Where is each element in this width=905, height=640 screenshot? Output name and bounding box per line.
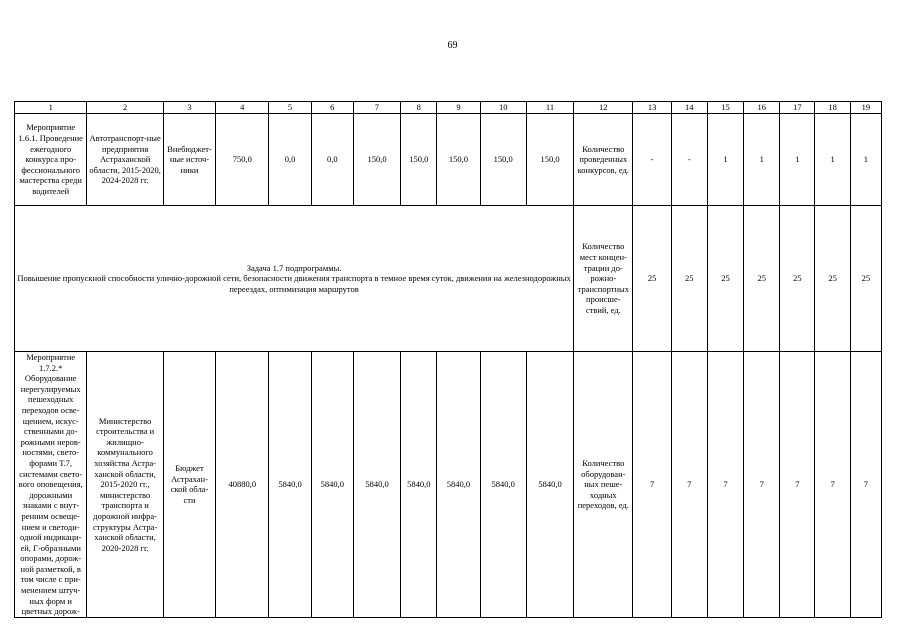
column-number: 7 [353, 102, 400, 114]
indicator-cell: Количество мест концен-трации до-рожно-транспортных происше-ствий, ед. [574, 206, 633, 352]
value-cell: 25 [671, 206, 707, 352]
column-number: 15 [707, 102, 743, 114]
column-number: 13 [633, 102, 671, 114]
task-cell [15, 206, 574, 352]
value-cell: 1 [780, 114, 815, 206]
value-cell: - [671, 114, 707, 206]
page-number: 69 [447, 40, 458, 51]
value-cell: 1 [815, 114, 850, 206]
column-number: 14 [671, 102, 707, 114]
value-cell: 7 [671, 352, 707, 618]
amount-cell: 5840,0 [480, 352, 526, 618]
value-cell: 7 [815, 352, 850, 618]
amount-cell: 0,0 [269, 114, 311, 206]
amount-cell: 40880,0 [216, 352, 269, 618]
value-cell: 7 [744, 352, 780, 618]
amount-cell: 5840,0 [437, 352, 480, 618]
indicator-cell: Количество оборудован-ных пеше-ходных переходов, ед. [574, 352, 633, 618]
amount-cell: 150,0 [480, 114, 526, 206]
value-cell: 25 [744, 206, 780, 352]
column-number: 6 [311, 102, 353, 114]
column-number: 9 [437, 102, 480, 114]
amount-cell: 5840,0 [269, 352, 311, 618]
executor-cell: Автотранспорт-ные предприятия Астраханской области, 2015-2020, 2024-2028 гг. [87, 114, 163, 206]
value-cell: 1 [850, 114, 881, 206]
column-number: 3 [163, 102, 215, 114]
program-table [14, 101, 882, 618]
column-number: 1 [15, 102, 87, 114]
measure-cell: Мероприятие 1.7.2.* Оборудование нерегулируемых пешеходных переходов осве-щением, искус-ственными до-рожными неров-ностями, свето-форами Т.7, системами свето-вого оповещения, дорожными знаками с внут-ренним освеще-нием и светоди-одной индикаци-ей, Г-образными опорами, дорож-ной разметкой, в том числе с при-менением штуч-ных форм и цветных дорож- [15, 352, 87, 618]
value-cell: 7 [780, 352, 815, 618]
value-cell: 25 [815, 206, 850, 352]
task-text: Повышение пропускной способности улично-дорожной сети, безопасности движения транспорта в темное время суток, движения на железнодорожных переездах, оптимизация маршрутов [17, 273, 571, 294]
value-cell: 7 [633, 352, 671, 618]
table-row-task-1-7 [15, 206, 882, 352]
value-cell: 7 [707, 352, 743, 618]
amount-cell: 5840,0 [311, 352, 353, 618]
funding-source-cell: Внебюджет-ные источ-ники [163, 114, 215, 206]
value-cell: 7 [850, 352, 881, 618]
task-title: Задача 1.7 подпрограммы. [246, 262, 342, 273]
table-row-measure-1-6-1 [15, 114, 882, 206]
value-cell: 25 [633, 206, 671, 352]
value-cell: 1 [707, 114, 743, 206]
column-number: 10 [480, 102, 526, 114]
column-number: 18 [815, 102, 850, 114]
indicator-cell: Количество проведенных конкурсов, ед. [574, 114, 633, 206]
amount-cell: 0,0 [311, 114, 353, 206]
funding-source-cell: Бюджет Астрахан-ской обла-сти [163, 352, 215, 618]
column-number: 11 [526, 102, 573, 114]
amount-cell: 5840,0 [353, 352, 400, 618]
amount-cell: 5840,0 [401, 352, 437, 618]
column-number: 8 [401, 102, 437, 114]
amount-cell: 750,0 [216, 114, 269, 206]
column-number: 4 [216, 102, 269, 114]
value-cell: 25 [780, 206, 815, 352]
column-number: 2 [87, 102, 163, 114]
amount-cell: 150,0 [353, 114, 400, 206]
column-number: 5 [269, 102, 311, 114]
amount-cell: 150,0 [437, 114, 480, 206]
amount-cell: 150,0 [401, 114, 437, 206]
column-number: 12 [574, 102, 633, 114]
measure-cell: Мероприятие 1.6.1. Проведение ежегодного конкурса про-фессионального мастерства среди водителей [15, 114, 87, 206]
value-cell: 1 [744, 114, 780, 206]
value-cell: 25 [707, 206, 743, 352]
column-number-row [15, 102, 882, 114]
column-number: 19 [850, 102, 881, 114]
table-row-measure-1-7-2 [15, 352, 882, 618]
column-number: 16 [744, 102, 780, 114]
value-cell: 25 [850, 206, 881, 352]
executor-cell: Министерство строительства и жилищно-коммунального хозяйства Астра-ханской области, 2015-2020 гг., министерство транспорта и дорожной инфра-структуры Астра-ханской области, 2020-2028 гг. [87, 352, 163, 618]
amount-cell: 150,0 [526, 114, 573, 206]
amount-cell: 5840,0 [526, 352, 573, 618]
value-cell: - [633, 114, 671, 206]
column-number: 17 [780, 102, 815, 114]
